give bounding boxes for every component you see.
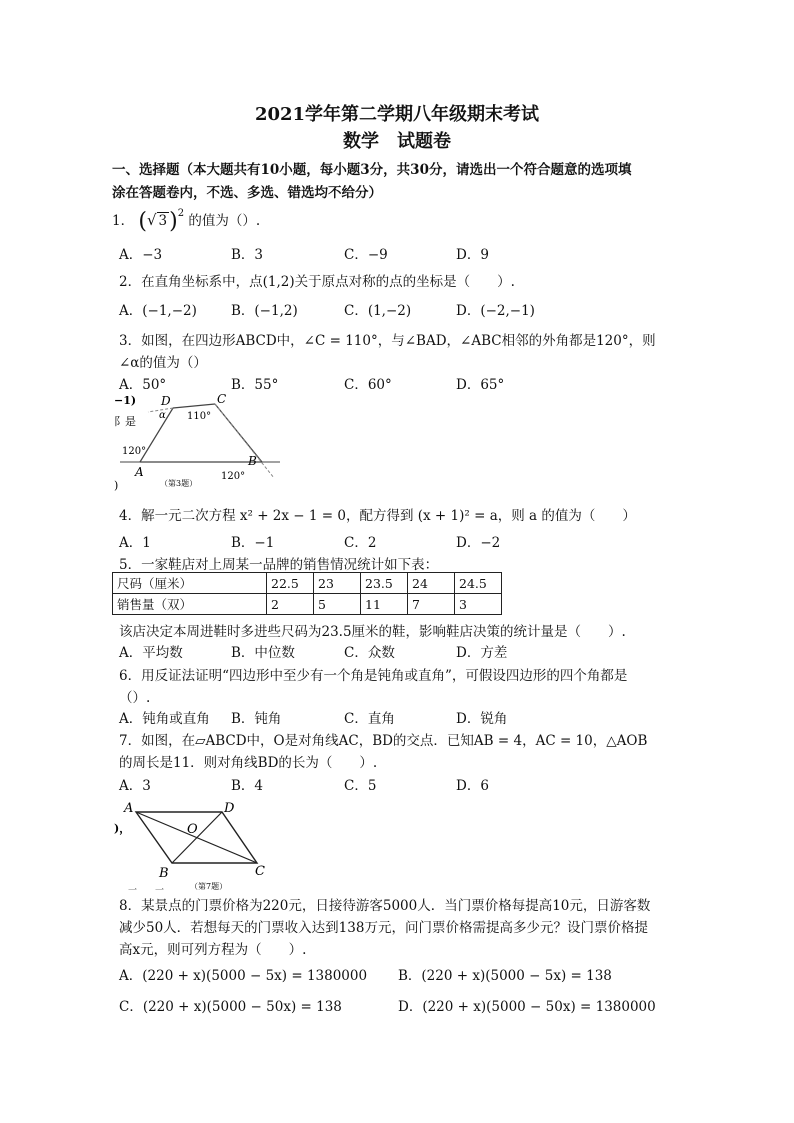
- table-row: [113, 573, 502, 594]
- q4-option-b[interactable]: B．−1: [231, 535, 275, 551]
- page-title: 2021学年第二学期八年级期末考试: [254, 104, 540, 125]
- q6-option-c[interactable]: C．直角: [344, 711, 395, 727]
- q4-option-a[interactable]: A．1: [119, 535, 151, 551]
- q8-stem-line1: 8．某景点的门票价格为220元，日接待游客5000人．当门票价格每提高10元，日游客数: [119, 898, 651, 914]
- q3-caption: （第3题）: [160, 479, 198, 488]
- section-heading-line2: 涂在答题卷内，不选、多选、错选均不给分）: [112, 185, 382, 201]
- q1-radicand: 3: [158, 213, 168, 229]
- table-cell: 3: [455, 594, 502, 615]
- q6-stem-line2: （）.: [119, 690, 151, 706]
- q7-option-b[interactable]: B．4: [231, 778, 264, 794]
- q3-option-d[interactable]: D．65°: [456, 377, 505, 393]
- table-cell: 24.5: [455, 573, 502, 594]
- q2-option-d[interactable]: D．(−2,−1): [456, 303, 535, 319]
- q5-option-d[interactable]: D．方差: [456, 645, 508, 661]
- q3-label-a: A: [135, 465, 144, 479]
- q7-label-b: B: [159, 866, 169, 881]
- q8-stem-line2: 减少50人．若想每天的门票收入达到138万元，问门票价格需提高多少元？设门票价格提: [119, 920, 648, 936]
- q7-figure: [112, 796, 282, 894]
- q6-stem-line1: 6．用反证法证明“四边形中至少有一个角是钝角或直角”，可假设四边形的四个角都是: [119, 668, 628, 684]
- q3-stray-text-2: 阝是: [114, 415, 136, 428]
- q5-option-a[interactable]: A．平均数: [119, 645, 183, 661]
- q3-stem-line2: ∠α的值为（）: [119, 355, 207, 371]
- q5-follow-up: 该店决定本周进鞋时多进些尺码为23.5厘米的鞋，影响鞋店决策的统计量是（ ）.: [119, 624, 626, 640]
- table-cell: 22.5: [267, 573, 314, 594]
- table-cell: 23: [314, 573, 361, 594]
- q3-label-c: C: [217, 392, 227, 406]
- q3-stem-line1: 3．如图，在四边形ABCD中，∠C = 110°，与∠BAD，∠ABC相邻的外角都是120°，则: [119, 333, 656, 349]
- q7-stem-line2: 的周长是11．则对角线BD的长为（ ）.: [119, 755, 378, 771]
- table-cell: 7: [408, 594, 455, 615]
- q6-option-a[interactable]: A．钝角或直角: [119, 711, 210, 727]
- q2-option-b[interactable]: B．(−1,2): [231, 303, 298, 319]
- q7-label-a: A: [124, 801, 134, 816]
- q7-stray-text-2: 一 一: [128, 886, 165, 894]
- q8-option-c[interactable]: C．(220 + x)(5000 − 50x) = 138: [119, 999, 342, 1015]
- q4-stem: 4．解一元二次方程 x² + 2x − 1 = 0，配方得到 (x + 1)² = a，则 a 的值为（ ）: [119, 508, 636, 524]
- q3-side-dc: [173, 404, 215, 408]
- q7-option-a[interactable]: A．3: [119, 778, 151, 794]
- q4-option-d[interactable]: D．−2: [456, 535, 501, 551]
- q3-label-alpha: α: [159, 410, 166, 421]
- page-subtitle: 数学 试题卷: [343, 131, 451, 152]
- section-heading-line1: 一、选择题（本大题共有10小题，每小题3分，共30分，请选出一个符合题意的选项填: [112, 162, 632, 178]
- q7-label-o: O: [187, 822, 198, 837]
- q8-option-d[interactable]: D．(220 + x)(5000 − 50x) = 1380000: [398, 999, 656, 1015]
- q1-stem: [112, 209, 260, 234]
- q1-option-b[interactable]: B．3: [231, 247, 264, 263]
- table-row: [113, 594, 502, 615]
- q1-tail: 的值为（）.: [188, 213, 261, 229]
- q3-option-a[interactable]: A．50°: [119, 377, 167, 393]
- q3-label-angle-b: 120°: [221, 471, 246, 482]
- q3-option-c[interactable]: C．60°: [344, 377, 392, 393]
- q1-exponent: 2: [177, 207, 185, 219]
- q7-label-c: C: [255, 864, 265, 879]
- q1-option-d[interactable]: D．9: [456, 247, 489, 263]
- q7-option-d[interactable]: D．6: [456, 778, 489, 794]
- q6-option-d[interactable]: D．锐角: [456, 711, 508, 727]
- q3-stray-text-1: −1): [114, 394, 137, 407]
- q7-stem-line1: 7．如图，在▱ABCD中，O是对角线AC，BD的交点．已知AB = 4，AC = 10，△AOB: [119, 733, 648, 749]
- q2-option-a[interactable]: A．(−1,−2): [119, 303, 197, 319]
- q2-stem: 2．在直角坐标系中，点(1,2)关于原点对称的点的坐标是（ ）.: [119, 274, 515, 290]
- q1-expression: (√ 3)$^2$: [138, 207, 185, 234]
- q8-option-b[interactable]: B．(220 + x)(5000 − 5x) = 138: [398, 968, 612, 984]
- q3-label-d: D: [161, 394, 171, 408]
- q8-option-a[interactable]: A．(220 + x)(5000 − 5x) = 1380000: [119, 968, 368, 984]
- table-cell: 2: [267, 594, 314, 615]
- q7-label-d: D: [224, 801, 235, 816]
- table-cell: 11: [361, 594, 408, 615]
- q6-option-b[interactable]: B．钝角: [231, 711, 282, 727]
- q1-option-a[interactable]: A．−3: [119, 247, 163, 263]
- q5-stem: 5．一家鞋店对上周某一品牌的销售情况统计如下表：: [119, 557, 439, 573]
- q3-label-angle-a: 120°: [122, 446, 147, 457]
- q7-option-c[interactable]: C．5: [344, 778, 377, 794]
- q3-stray-text-3: ): [114, 479, 119, 492]
- q3-aux-2: [215, 404, 274, 478]
- q7-stray-text-1: )，: [114, 822, 131, 835]
- q1-number: 1．: [112, 213, 135, 229]
- q3-label-angle-c: 110°: [187, 411, 212, 422]
- q8-stem-line3: 高x元，则可列方程为（ ）.: [119, 942, 307, 958]
- q7-caption: （第7题）: [190, 882, 228, 891]
- table-cell: 5: [314, 594, 361, 615]
- table-cell: 24: [408, 573, 455, 594]
- q3-label-b: B: [248, 454, 257, 468]
- q3-figure: [112, 390, 282, 492]
- table-cell: 尺码（厘米）: [113, 573, 267, 594]
- table-cell: 23.5: [361, 573, 408, 594]
- q4-option-c[interactable]: C．2: [344, 535, 377, 551]
- q1-option-c[interactable]: C．−9: [344, 247, 388, 263]
- q7-diagonal-bd: [172, 812, 222, 863]
- q5-option-b[interactable]: B．中位数: [231, 645, 295, 661]
- table-cell: 销售量（双）: [113, 594, 267, 615]
- q5-sales-table: [112, 572, 502, 615]
- q3-option-b[interactable]: B．55°: [231, 377, 279, 393]
- q2-option-c[interactable]: C．(1,−2): [344, 303, 412, 319]
- q5-option-c[interactable]: C．众数: [344, 645, 395, 661]
